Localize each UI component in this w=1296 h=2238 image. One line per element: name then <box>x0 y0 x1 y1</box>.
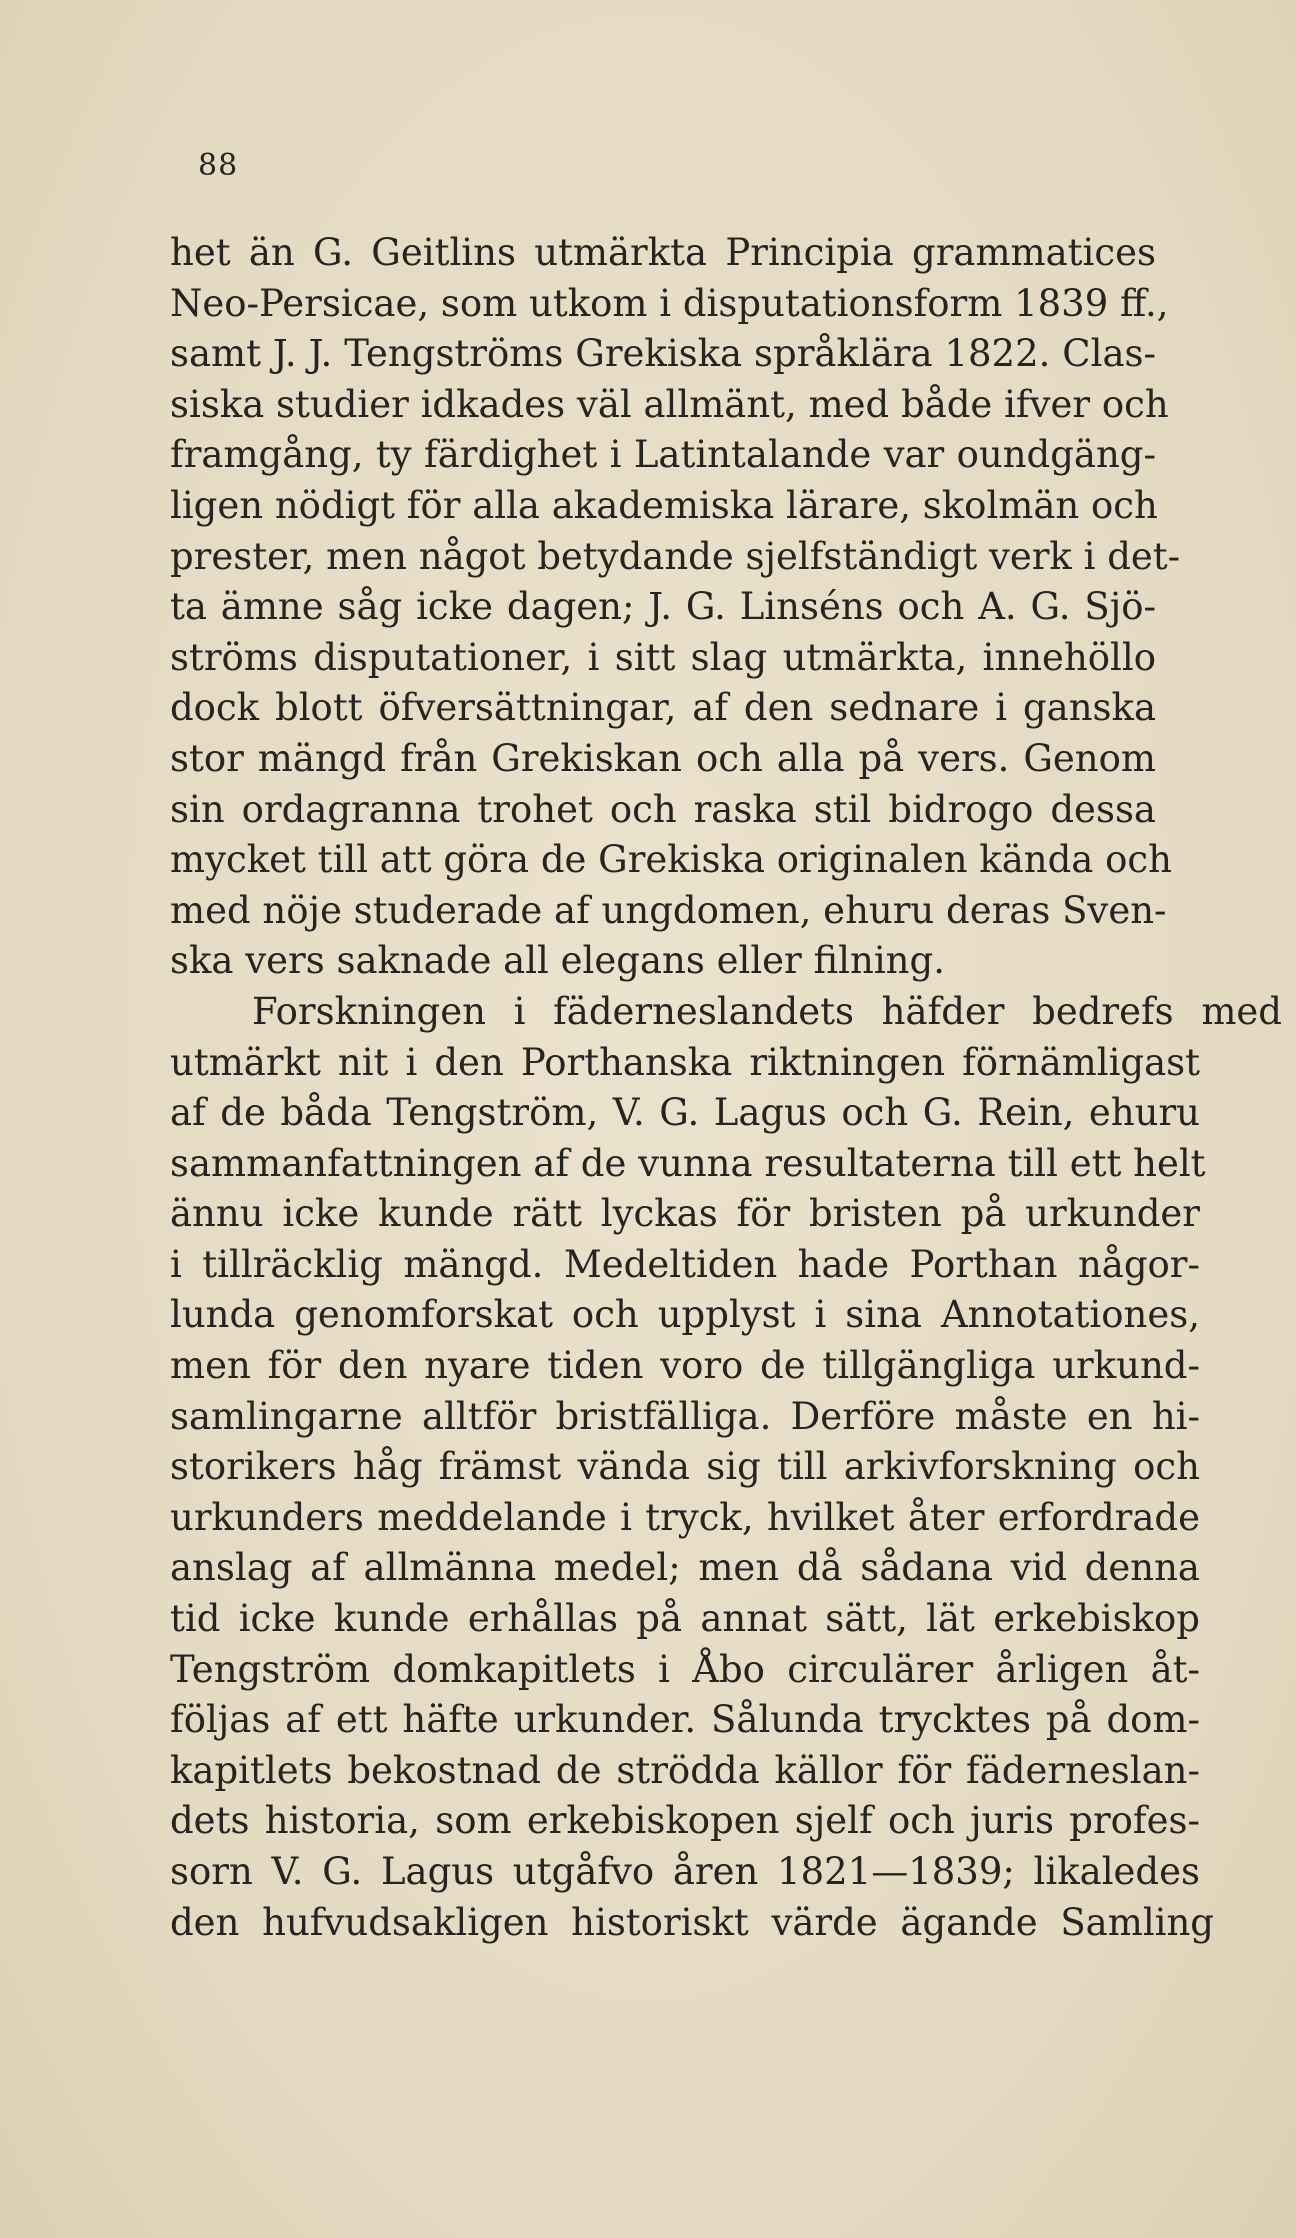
text-line: sammanfattningen af de vunna resultaterna till ett helt <box>170 1141 1206 1185</box>
text-line: stor mängd från Grekiskan och alla på vers. Genom <box>170 736 1156 780</box>
text-line: ligen nödigt för alla akademiska lärare, skolmän och <box>170 483 1158 527</box>
body-text <box>170 228 1282 1948</box>
text-line: följas af ett häfte urkunder. Sålunda trycktes på dom- <box>170 1698 1200 1742</box>
text-line: anslag af allmänna medel; men då sådana vid denna <box>170 1546 1200 1590</box>
text-line: men för den nyare tiden voro de tillgängliga urkund- <box>170 1344 1200 1388</box>
text-line: sin ordagranna trohet och raska stil bidrogo dessa <box>170 787 1156 831</box>
text-line: prester, men något betydande sjelfständigt verk i det- <box>170 534 1181 578</box>
text-line: i tillräcklig mängd. Medeltiden hade Porthan någor- <box>170 1242 1200 1286</box>
text-line: dets historia, som erkebiskopen sjelf och juris profes- <box>170 1799 1200 1843</box>
text-line: storikers håg främst vända sig till arkivforskning och <box>170 1445 1200 1489</box>
paragraph-end-line: ska vers saknade all elegans eller filning. <box>170 939 945 983</box>
text-line: mycket till att göra de Grekiska originalen kända och <box>170 838 1172 882</box>
text-line: samlingarne alltför bristfälliga. Derföre måste en hi- <box>170 1394 1200 1438</box>
text-line: framgång, ty färdighet i Latintalande var oundgäng- <box>170 433 1156 477</box>
text-line: den hufvudsakligen historiskt värde ägande Samling <box>170 1900 1214 1944</box>
text-line: af de båda Tengström, V. G. Lagus och G. Rein, ehuru <box>170 1091 1200 1135</box>
text-line: dock blott öfversättningar, af den sednare i ganska <box>170 686 1156 730</box>
text-line: sorn V. G. Lagus utgåfvo åren 1821—1839; likaledes <box>170 1850 1200 1893</box>
text-line: ta ämne såg icke dagen; J. G. Linséns och A. G. Sjö- <box>170 585 1156 629</box>
text-line: Neo-Persicae, som utkom i disputationsform 1839 ff., <box>170 281 1169 325</box>
text-line: kapitlets bekostnad de strödda källor för fäderneslan- <box>170 1748 1200 1792</box>
text-line: Tengström domkapitlets i Åbo circulärer årligen åt- <box>170 1647 1200 1691</box>
text-line: med nöje studerade af ungdomen, ehuru deras Sven- <box>170 888 1167 932</box>
text-line: het än G. Geitlins utmärkta Principia grammatices <box>170 231 1156 274</box>
text-line: utmärkt nit i den Porthanska riktningen förnämligast <box>170 1040 1200 1084</box>
text-line: urkunders meddelande i tryck, hvilket åter erfordrade <box>170 1495 1200 1539</box>
text-line: ännu icke kunde rätt lyckas för bristen på urkunder <box>170 1192 1200 1236</box>
page-number: 88 <box>198 148 239 183</box>
text-line: siska studier idkades väl allmänt, med både ifver och <box>170 382 1169 426</box>
text-line: ströms disputationer, i sitt slag utmärkta, innehöllo <box>170 635 1156 679</box>
text-line: tid icke kunde erhållas på annat sätt, lät erkebiskop <box>170 1597 1200 1641</box>
text-line: samt J. J. Tengströms Grekiska språklära 1822. Clas- <box>170 332 1156 376</box>
text-line: lunda genomforskat och upplyst i sina Annotationes, <box>170 1293 1200 1337</box>
paragraph-first-line: Forskningen i fäderneslandets häfder bedrefs med <box>252 989 1282 1033</box>
